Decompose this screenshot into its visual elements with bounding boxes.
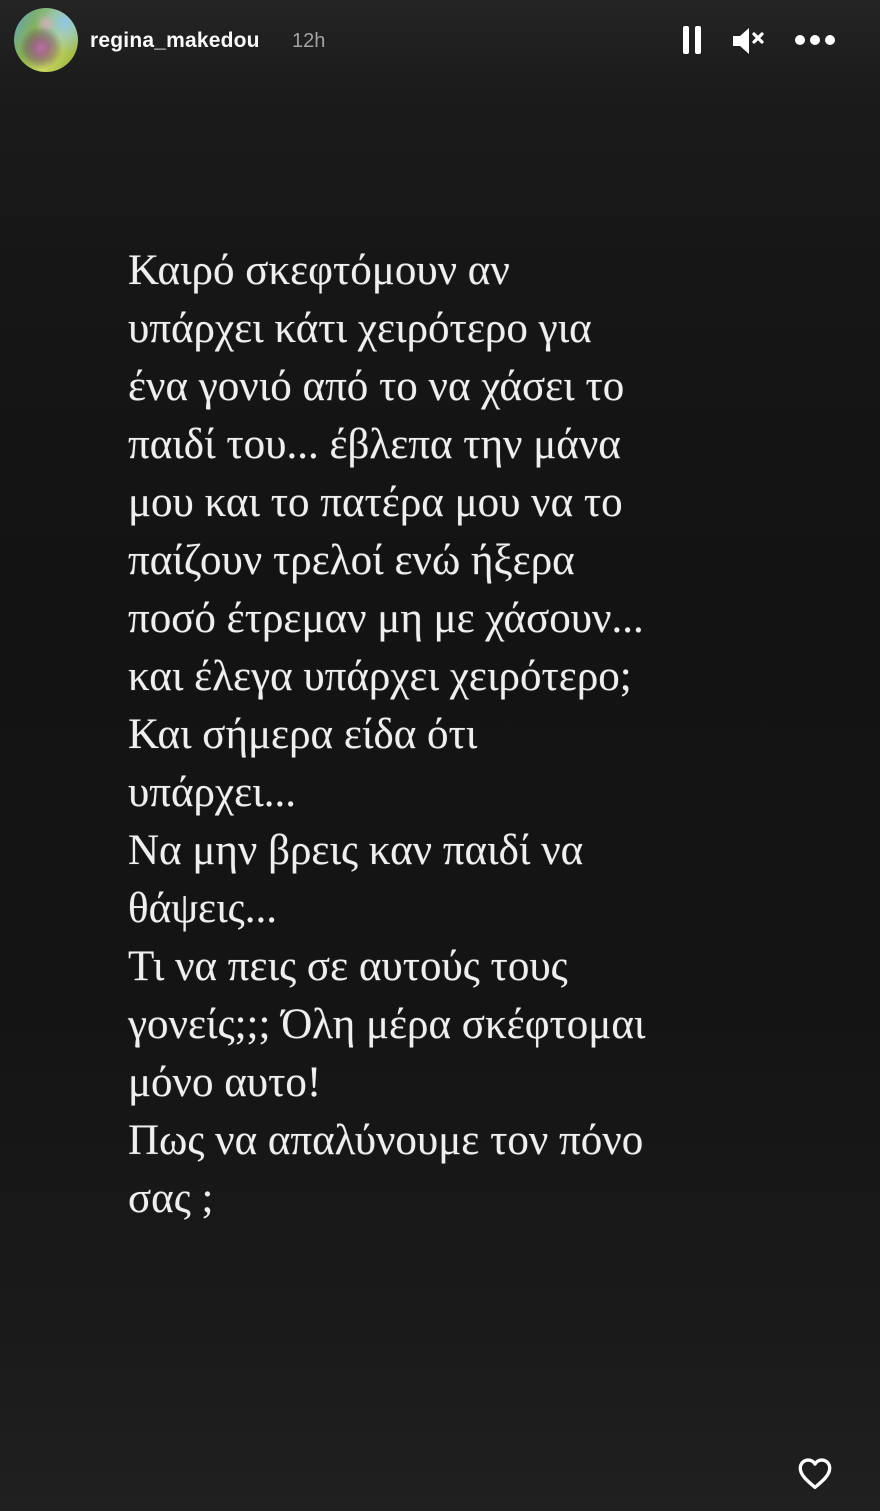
story-text-line: ποσό έτρεμαν μη με χάσουν...	[128, 595, 644, 642]
story-text-line: Καιρό σκεφτόμουν αν	[128, 247, 510, 294]
story-text-line: Πως να απαλύνουμε τον πόνο	[128, 1117, 644, 1164]
muted-audio-icon[interactable]	[731, 26, 767, 56]
story-text-line: μόνο αυτο!	[128, 1059, 322, 1106]
story-text-line: υπάρχει κάτι χειρότερο για	[128, 305, 592, 352]
avatar[interactable]	[14, 8, 78, 72]
story-text-line: Και σήμερα είδα ότι	[128, 711, 478, 758]
story-text-line: Να μην βρεις καν παιδί να	[128, 827, 584, 874]
dot	[810, 35, 820, 45]
story-text-line: παιδί του... έβλεπα την μάνα	[128, 421, 621, 468]
dot	[825, 35, 835, 45]
story-text-line: ένα γονιό από το να χάσει το	[128, 363, 625, 410]
timestamp: 12h	[292, 30, 326, 52]
more-options-icon[interactable]	[795, 35, 835, 46]
story-text-line: Τι να πεις σε αυτούς τους	[128, 943, 568, 990]
pause-bar	[683, 26, 689, 54]
story-text	[128, 242, 768, 1228]
username[interactable]: regina_makedou	[90, 29, 260, 52]
dot	[795, 35, 805, 45]
story-header	[0, 0, 880, 84]
story-text-line: παίζουν τρελοί ενώ ήξερα	[128, 537, 575, 584]
pause-icon[interactable]	[683, 26, 701, 54]
story-text-line: μου και το πατέρα μου να το	[128, 479, 623, 526]
story-text-line: γονείς;;; Όλη μέρα σκέφτομαι	[128, 1001, 646, 1048]
pause-bar	[695, 26, 701, 54]
story-text-line: και έλεγα υπάρχει χειρότερο;	[128, 653, 632, 700]
like-heart-icon[interactable]	[794, 1452, 836, 1494]
story-text-line: θάψεις...	[128, 885, 277, 932]
story-text-line: υπάρχει...	[128, 769, 296, 816]
story-text-line: σας ;	[128, 1175, 214, 1222]
